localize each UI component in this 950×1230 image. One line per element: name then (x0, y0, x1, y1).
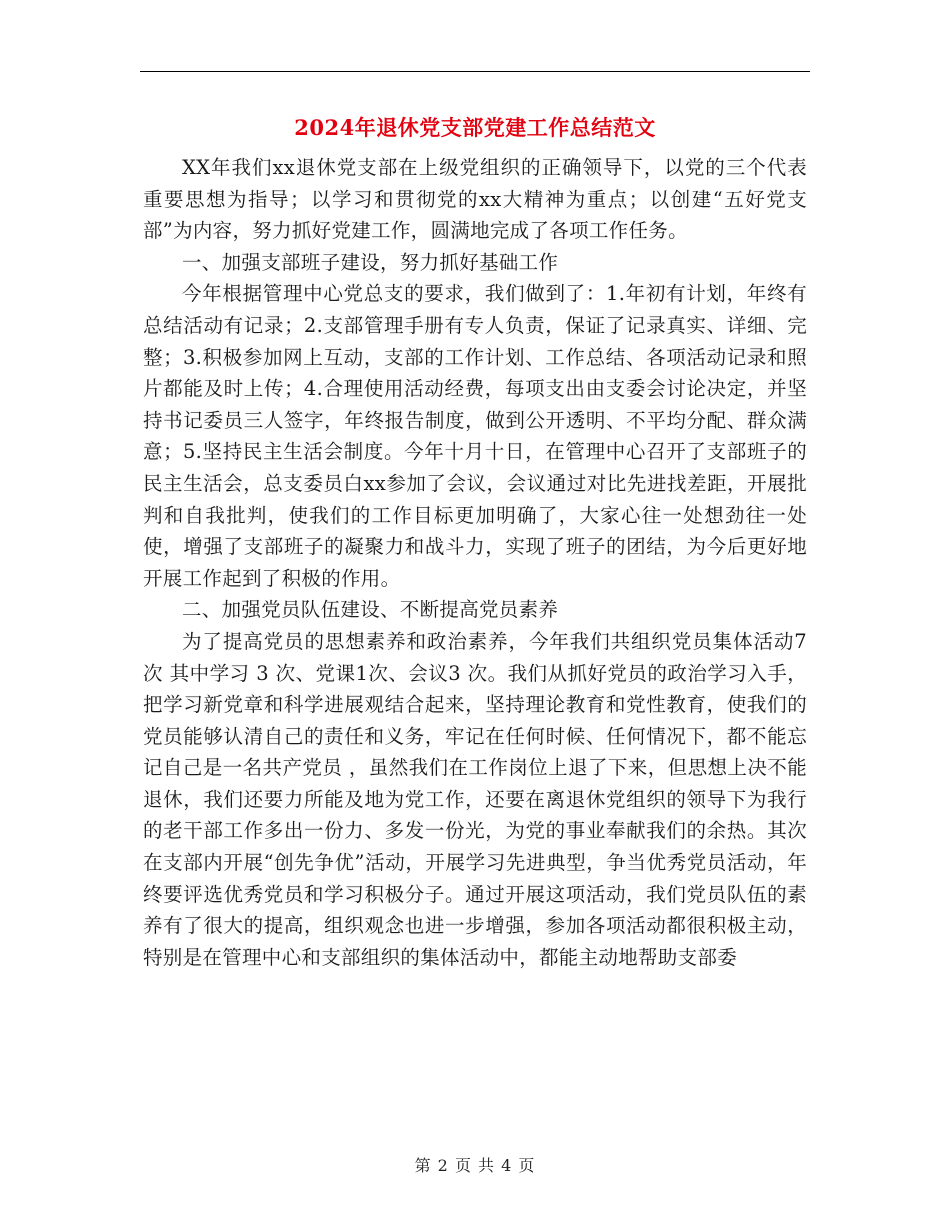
section-heading-1: 一、加强支部班子建设，努力抓好基础工作 (182, 250, 559, 274)
header-rule (140, 71, 810, 72)
paragraph-section-2: 为了提高党员的思想素养和政治素养，今年我们共组织党员集体活动7次 其中学习 3 次、党课1次、会议3 次。我们从抓好党员的政治学习入手，把学习新党章和科学进展观结合起来，坚持理论教育和党性教育，使我们的党员能够认清自己的责任和义务，牢记在任何时候、任何情况下，都不能忘记自己是一名共产党员 ，虽然我们在工作岗位上退了下来，但思想上决不能退休，我们还要力所能及地为党工作，还要在离退休党组织的领导下为我行的老干部工作多出一份力、多发一份光，为党的事业奉献我们的余热。其次在支部内开展“创先争优”活动，开展学习先进典型，争当优秀党员活动，年终要评选优秀党员和学习积极分子。通过开展这项活动，我们党员队伍的素养有了很大的提高，组织观念也进一步增强，参加各项活动都很积极主动，特别是在管理中心和支部组织的集体活动中，都能主动地帮助支部委 (143, 629, 807, 969)
document-title: 2024年退休党支部党建工作总结范文 (294, 115, 656, 140)
section-heading-2: 二、加强党员队伍建设、不断提高党员素养 (182, 598, 559, 622)
paragraph-intro: XX年我们xx退休党支部在上级党组织的正确领导下，以党的三个代表重要思想为指导；以学习和贯彻党的xx大精神为重点；以创建“五好党支部”为内容，努力抓好党建工作，圆满地完成了各项工作任务。 (143, 156, 807, 243)
paragraph-section-1: 今年根据管理中心党总支的要求，我们做到了：1.年初有计划，年终有总结活动有记录；2.支部管理手册有专人负责，保证了记录真实、详细、完整；3.积极参加网上互动，支部的工作计划、工作总结、各项活动记录和照片都能及时上传；4.合理使用活动经费，每项支出由支委会讨论决定，并坚持书记委员三人签字，年终报告制度，做到公开透明、不平均分配、群众满意；5.坚持民主生活会制度。今年十月十日，在管理中心召开了支部班子的民主生活会，总支委员白xx参加了会议，会议通过对比先进找差距，开展批判和自我批判，使我们的工作目标更加明确了，大家心往一处想劲往一处使，增强了支部班子的凝聚力和战斗力，实现了班子的团结，为今后更好地开展工作起到了积极的作用。 (143, 282, 807, 590)
document-body (143, 152, 807, 973)
page-number-footer: 第 2 页 共 4 页 (414, 1156, 536, 1175)
